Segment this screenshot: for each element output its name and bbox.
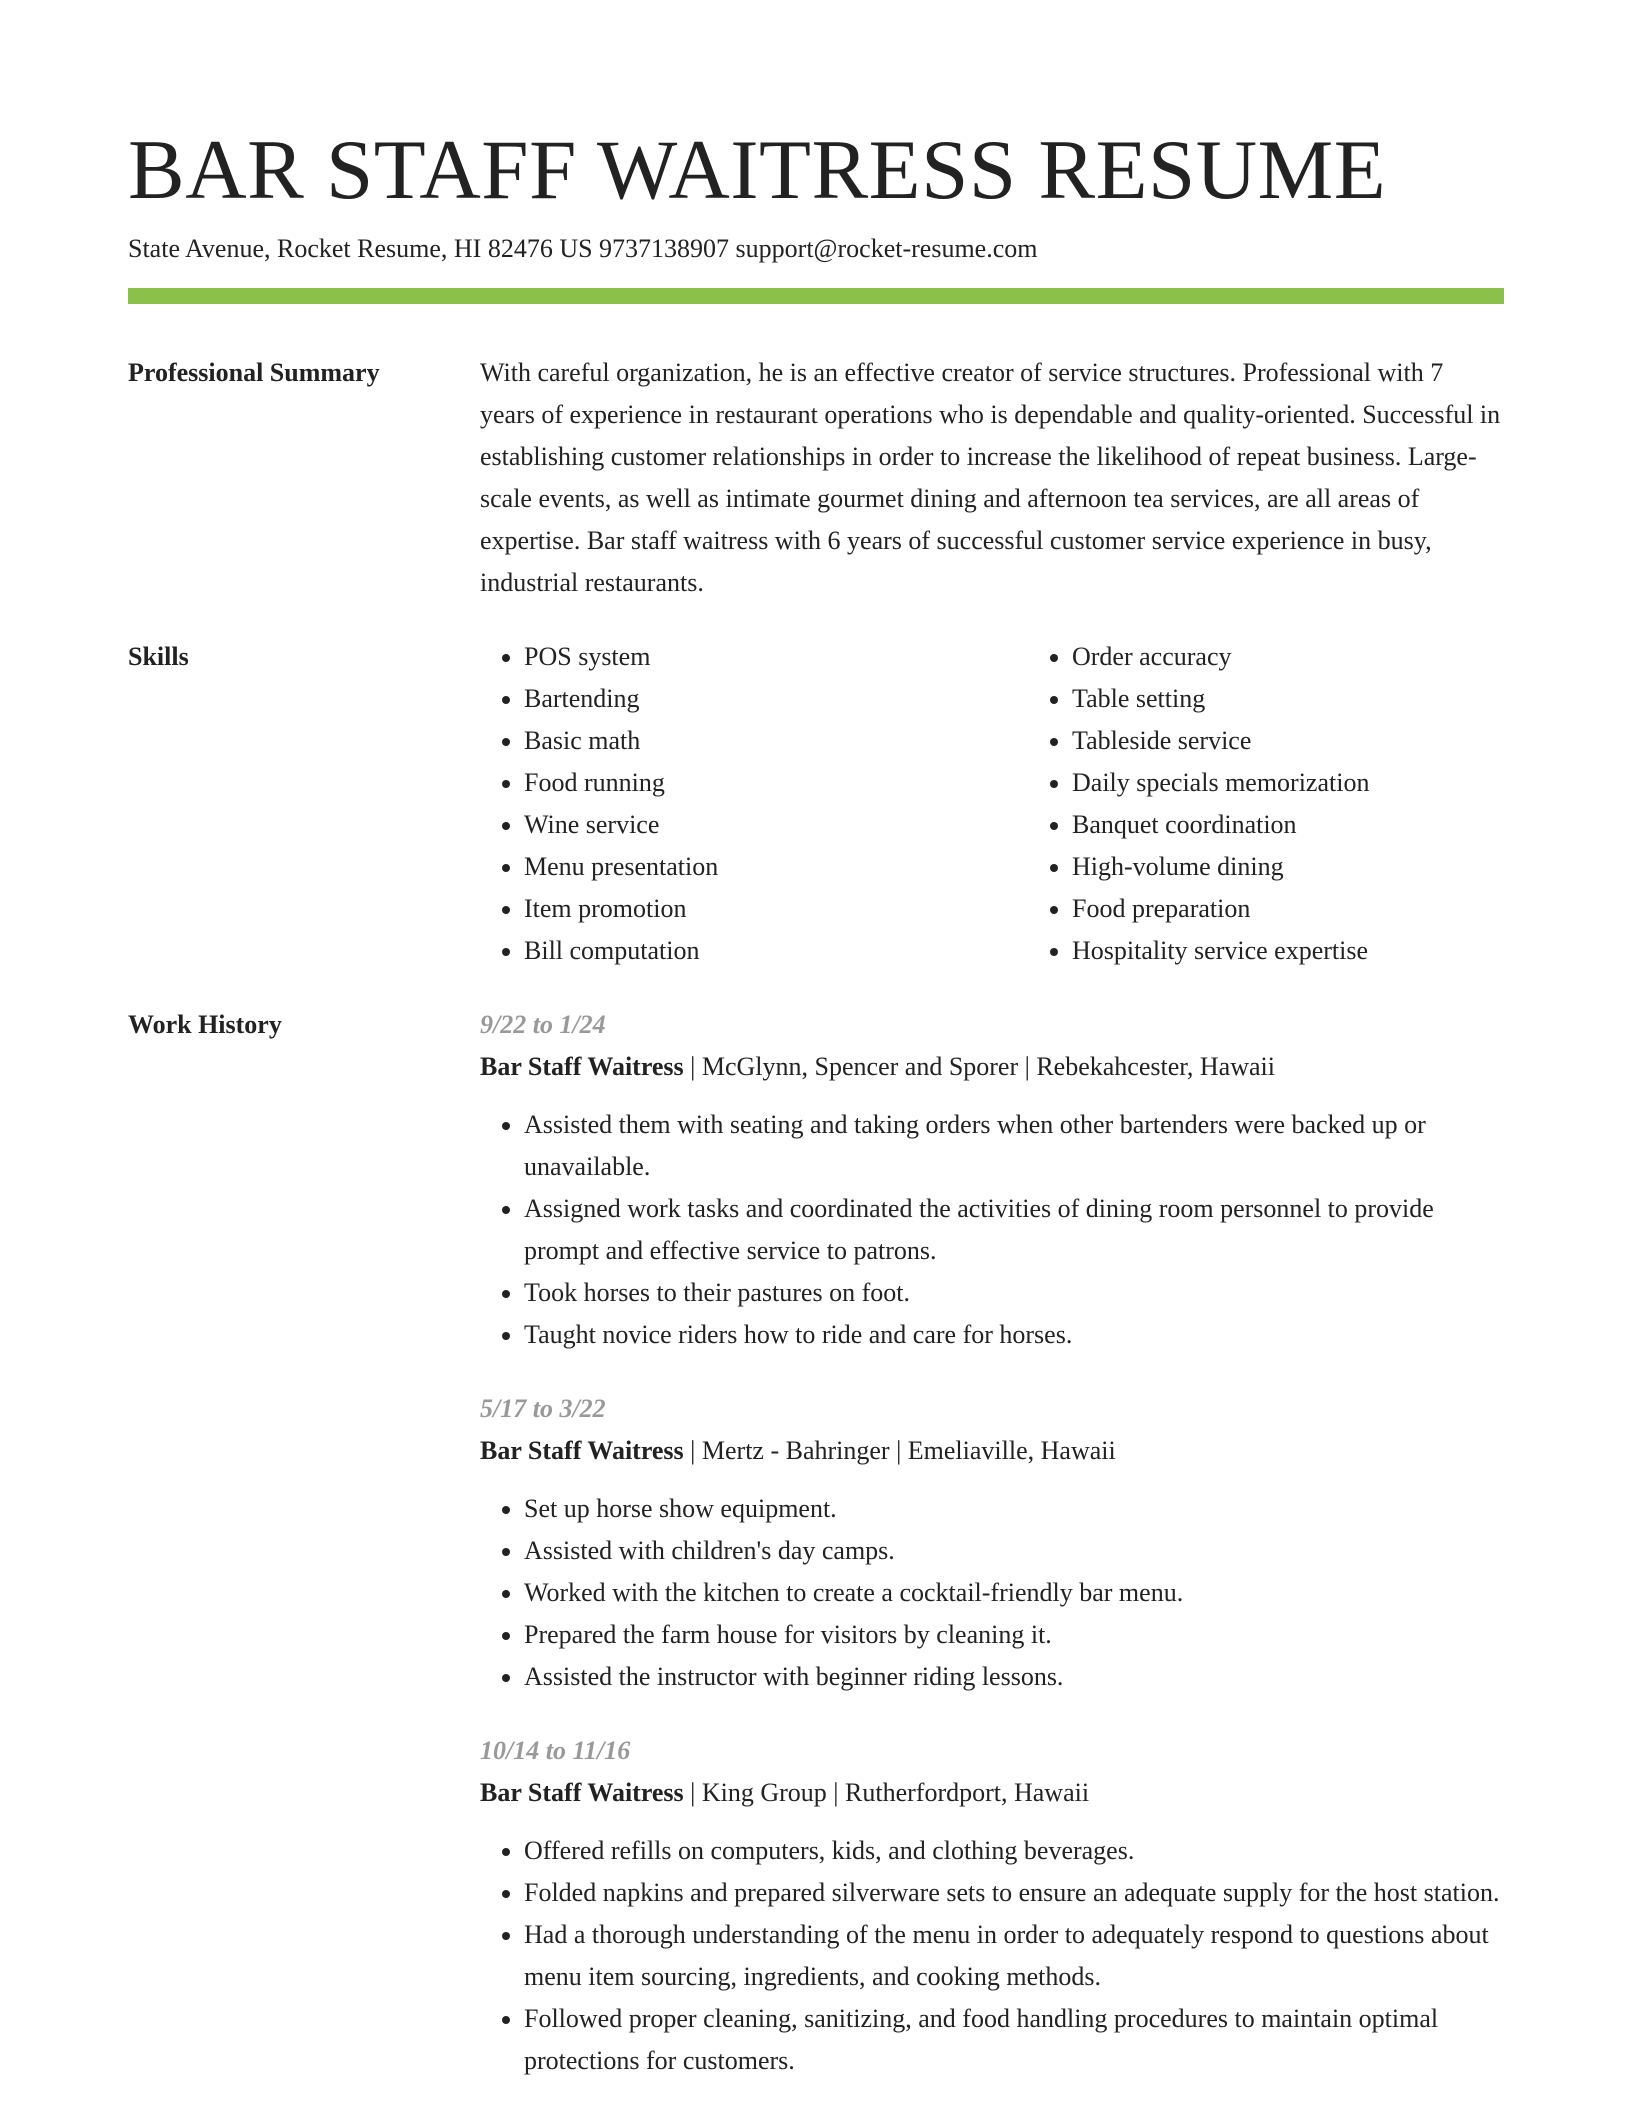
skill-item: • POS system: [524, 636, 984, 678]
job-dates: 10/14 to 11/16: [480, 1736, 631, 1765]
job-bullet: • Worked with the kitchen to create a cocktail-friendly bar menu.: [524, 1572, 1504, 1614]
job-dates: 5/17 to 3/22: [480, 1394, 606, 1423]
job-details: | King Group | Rutherfordport, Hawaii: [683, 1778, 1090, 1807]
skill-item: • Bartending: [524, 678, 984, 720]
section-label-skills: Skills: [128, 642, 189, 671]
skill-item: • Daily specials memorization: [1072, 762, 1532, 804]
section-label-work-history: Work History: [128, 1010, 282, 1039]
accent-divider: [128, 288, 1504, 304]
job-heading: [480, 1430, 1504, 1472]
job-bullet: • Followed proper cleaning, sanitizing, and food handling procedures to maintain optimal protections for customers.: [524, 1998, 1504, 2082]
job-heading: [480, 1772, 1504, 1814]
job-bullet: • Folded napkins and prepared silverware sets to ensure an adequate supply for the host station.: [524, 1872, 1504, 1914]
work-history-body: [480, 1004, 1504, 2082]
job-entry: [480, 1004, 1504, 1356]
job-bullet: • Assisted the instructor with beginner riding lessons.: [524, 1656, 1504, 1698]
job-bullet: • Had a thorough understanding of the menu in order to adequately respond to questions about menu item sourcing, ingredients, and cooking methods.: [524, 1914, 1504, 1998]
professional-summary-section: [128, 352, 1504, 604]
job-bullet: • Took horses to their pastures on foot.: [524, 1272, 1504, 1314]
skill-item: • Banquet coordination: [1072, 804, 1532, 846]
job-bullet: • Set up horse show equipment.: [524, 1488, 1504, 1530]
job-entry: [480, 1730, 1504, 2082]
skills-list-right: [1028, 636, 1532, 972]
skill-item: • Basic math: [524, 720, 984, 762]
skill-item: • High-volume dining: [1072, 846, 1532, 888]
skills-list-left: [480, 636, 984, 972]
job-bullet: • Assisted with children's day camps.: [524, 1530, 1504, 1572]
job-bullet: • Assigned work tasks and coordinated the activities of dining room personnel to provide prompt and effective service to patrons.: [524, 1188, 1504, 1272]
job-bullet: • Offered refills on computers, kids, and clothing beverages.: [524, 1830, 1504, 1872]
skill-item: • Table setting: [1072, 678, 1532, 720]
job-title: Bar Staff Waitress: [480, 1052, 684, 1081]
job-bullet: • Prepared the farm house for visitors by cleaning it.: [524, 1614, 1504, 1656]
job-details: | Mertz - Bahringer | Emeliaville, Hawaii: [683, 1436, 1116, 1465]
skill-item: • Menu presentation: [524, 846, 984, 888]
job-entry: [480, 1388, 1504, 1698]
skills-section: [128, 636, 1504, 972]
job-bullet-list: [480, 1104, 1504, 1356]
job-bullet-list: [480, 1830, 1504, 2082]
skill-item: • Wine service: [524, 804, 984, 846]
resume-title: BAR STAFF WAITRESS RESUME: [128, 123, 1387, 217]
summary-text: With careful organization, he is an effective creator of service structures. Professional with 7 years of experience in restaurant operations who is dependable and quality-oriented. Successful in establishing customer relationships in order to increase the likelihood of repeat business. Large-scale events, as well as intimate gourmet dining and afternoon tea services, are all areas of expertise. Bar staff waitress with 6 years of successful customer service experience in busy, industrial restaurants.: [480, 358, 1501, 597]
skill-item: • Hospitality service expertise: [1072, 930, 1532, 972]
job-heading: [480, 1046, 1504, 1088]
contact-line: State Avenue, Rocket Resume, HI 82476 US 9737138907 support@rocket-resume.com: [128, 234, 1038, 263]
work-history-section: [128, 1004, 1504, 2082]
skill-item: • Item promotion: [524, 888, 984, 930]
job-details: | McGlynn, Spencer and Sporer | Rebekahcester, Hawaii: [683, 1052, 1275, 1081]
job-bullet-list: [480, 1488, 1504, 1698]
resume-page: [128, 120, 1504, 2082]
skills-grid: [480, 636, 1532, 972]
job-bullet: • Taught novice riders how to ride and care for horses.: [524, 1314, 1504, 1356]
skill-item: • Tableside service: [1072, 720, 1532, 762]
skill-item: • Bill computation: [524, 930, 984, 972]
skill-item: • Food preparation: [1072, 888, 1532, 930]
skills-body: [480, 636, 1532, 972]
skill-item: • Order accuracy: [1072, 636, 1532, 678]
job-title: Bar Staff Waitress: [480, 1778, 684, 1807]
job-bullet: • Assisted them with seating and taking orders when other bartenders were backed up or unavailable.: [524, 1104, 1504, 1188]
job-title: Bar Staff Waitress: [480, 1436, 684, 1465]
skill-item: • Food running: [524, 762, 984, 804]
job-dates: 9/22 to 1/24: [480, 1010, 606, 1039]
section-label-professional-summary: Professional Summary: [128, 358, 380, 387]
